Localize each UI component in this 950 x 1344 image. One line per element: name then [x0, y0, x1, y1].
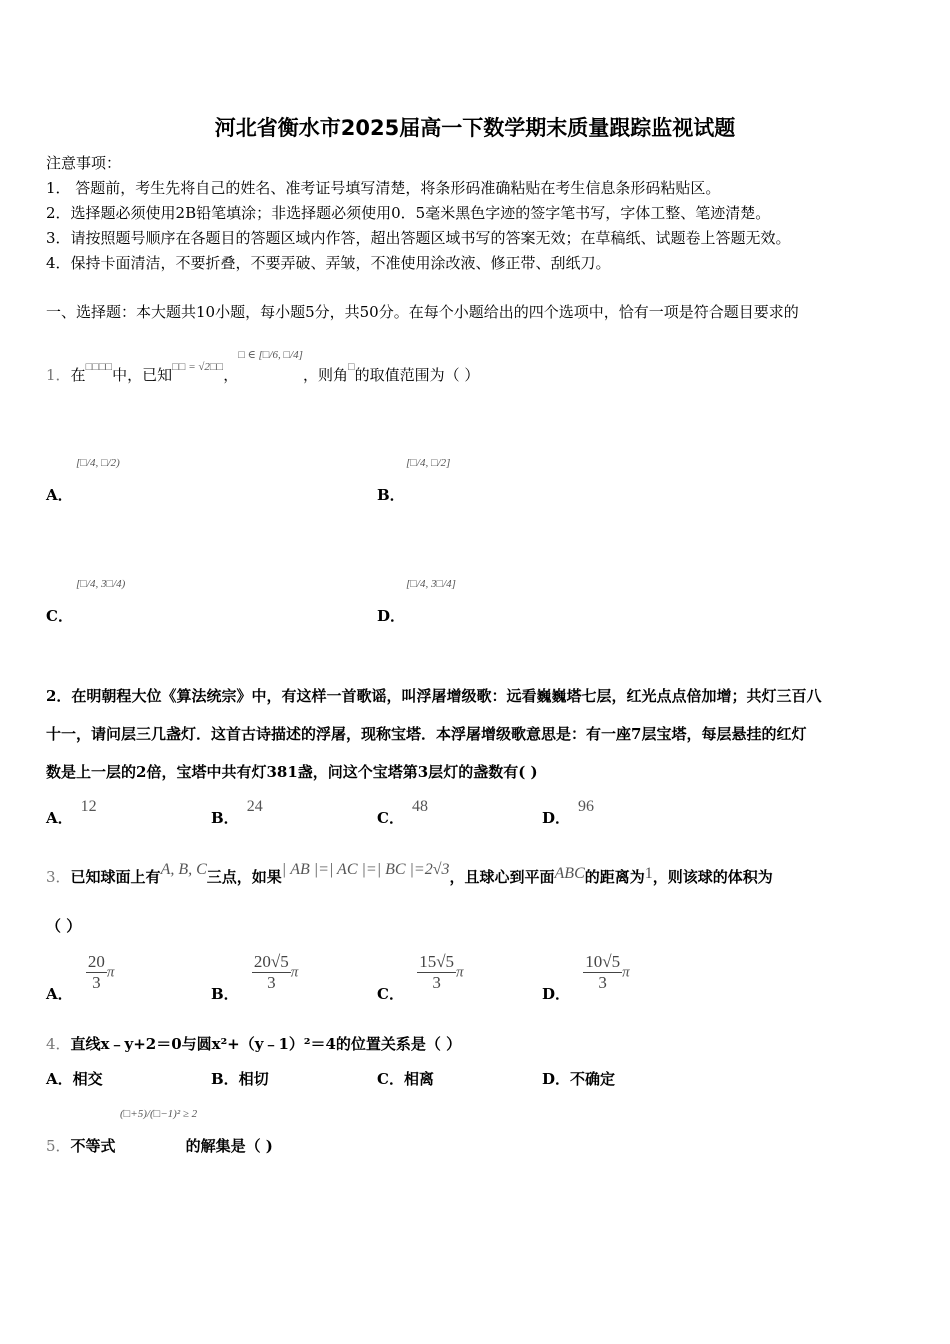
pi-symbol: π: [456, 964, 464, 981]
q5-text: 不等式: [70, 1137, 116, 1155]
q5-text: 的解集是（ ): [185, 1137, 273, 1155]
q3-option-d[interactable]: [542, 952, 630, 1003]
page-title: 河北省衡水市2025届高一下数学期末质量跟踪监视试题: [214, 116, 736, 140]
pi-symbol: π: [290, 964, 299, 981]
question-1: [46, 349, 480, 385]
option-fraction: [252, 952, 291, 993]
notice-item: 3．请按照题号顺序在各题目的答题区域内作答，超出答题区域书写的答案无效；在草稿纸、试题卷上答题无效。: [46, 229, 791, 247]
option-label: C．: [377, 809, 404, 827]
question-5: [46, 1135, 273, 1156]
q1-math: □ ∈ [□/6, □/4]: [238, 349, 303, 361]
q3-math: ABC: [554, 865, 585, 882]
q1-option-math: [□/4, 3□/4): [76, 578, 126, 590]
q1-option-math: [□/4, □/2]: [406, 457, 451, 469]
q3-text: 已知球面上有: [70, 868, 161, 886]
option-value: 24: [246, 798, 263, 815]
option-label: B．: [211, 984, 239, 1003]
option-label: D．: [542, 984, 571, 1003]
question-2-line: 数是上一层的2倍，宝塔中共有灯381盏，问这个宝塔第3层灯的盏数有( ): [46, 763, 538, 781]
fraction-denominator: 3: [267, 973, 276, 992]
section-heading: 一、选择题：本大题共10小题，每小题5分，共50分。在每个小题给出的四个选项中，恰有一项是符合题目要求的: [46, 303, 799, 321]
q4-option-c[interactable]: C．相离: [377, 1070, 434, 1088]
q5-number: 5．: [46, 1137, 71, 1155]
q5-math: (□+5)/(□−1)² ≥ 2: [120, 1108, 198, 1120]
option-label: A．: [46, 984, 73, 1003]
q3-math: A, B, C: [160, 861, 207, 878]
option-label: A．: [46, 809, 73, 827]
q2-option-a[interactable]: [46, 798, 97, 828]
q1-math: □□ = √2□□: [172, 361, 224, 373]
q3-math: | AB |=| AC |=| BC |=2√3: [281, 861, 450, 878]
q4-text: 直线x﹣y+2＝0与圆x²+（y﹣1）²＝4的位置关系是（ ）: [70, 1035, 462, 1053]
fraction-denominator: 3: [432, 973, 441, 992]
option-label: B．: [211, 809, 239, 827]
option-value: 12: [80, 798, 97, 815]
option-fraction: [417, 952, 456, 993]
notice-heading: 注意事项：: [46, 154, 122, 172]
q3-math: 1: [644, 865, 653, 882]
q1-option-math: [□/4, □/2): [76, 457, 120, 469]
option-fraction: [86, 952, 107, 993]
question-2-line: 2．在明朝程大位《算法统宗》中，有这样一首歌谣，叫浮屠增级歌：远看巍巍塔七层，红光点点倍加增；共灯三百八: [46, 687, 822, 705]
pi-symbol: π: [106, 964, 115, 981]
option-value: 96: [578, 798, 595, 815]
q2-option-d[interactable]: [542, 798, 595, 828]
fraction-numerator: 20: [87, 952, 105, 971]
q4-number: 4．: [46, 1035, 71, 1053]
q1-text: ，: [223, 366, 239, 384]
q1-text: 的取值范围为（ ）: [354, 366, 480, 384]
q1-option-label[interactable]: B．: [377, 486, 405, 504]
q1-text: 在: [70, 366, 86, 384]
q1-option-label[interactable]: D．: [377, 607, 406, 625]
option-label: D．: [542, 809, 571, 827]
q1-text: 中，已知: [112, 366, 173, 384]
fraction-denominator: 3: [598, 973, 607, 992]
fraction-numerator: 10√5: [585, 952, 621, 971]
q1-option-label[interactable]: A．: [46, 486, 73, 504]
q4-option-a[interactable]: A．相交: [46, 1070, 103, 1088]
fraction-numerator: 15√5: [419, 952, 455, 971]
q4-option-d[interactable]: D．不确定: [542, 1070, 616, 1088]
notice-item: 2．选择题必须使用2B铅笔填涂；非选择题必须使用0．5毫米黑色字迹的签字笔书写，字体工整、笔迹清楚。: [46, 204, 771, 222]
q2-option-c[interactable]: [377, 798, 428, 828]
option-value: 48: [411, 798, 428, 815]
fraction-denominator: 3: [92, 973, 101, 992]
q1-math: □: [347, 361, 355, 373]
q3-number: 3．: [46, 868, 71, 886]
fraction-numerator: 20√5: [253, 952, 289, 971]
option-label: C．: [377, 984, 404, 1003]
q3-option-a[interactable]: [46, 952, 115, 1003]
pi-symbol: π: [622, 964, 630, 981]
question-4: [46, 1033, 461, 1054]
notice-item: 4．保持卡面清洁，不要折叠，不要弄破、弄皱，不准使用涂改液、修正带、刮纸刀。: [46, 254, 611, 272]
option-fraction: [583, 952, 622, 993]
q3-option-c[interactable]: [377, 952, 464, 1003]
q3-text: 的距离为: [584, 868, 645, 886]
q1-text: ，则角: [302, 366, 348, 384]
question-3: [46, 861, 773, 887]
q3-text: 三点，如果: [206, 868, 282, 886]
q1-number: 1．: [46, 366, 71, 384]
q3-text: ，则该球的体积为: [652, 868, 773, 886]
question-2-line: 十一，请问层三几盏灯．这首古诗描述的浮屠，现称宝塔．本浮屠增级歌意思是：有一座7层宝塔，每层悬挂的红灯: [46, 725, 807, 743]
q3-option-b[interactable]: [211, 952, 299, 1003]
q3-text: ，且球心到平面: [449, 868, 555, 886]
q1-math: □□□□: [85, 361, 113, 373]
q2-option-b[interactable]: [211, 798, 263, 828]
q1-option-label[interactable]: C．: [46, 607, 73, 625]
q3-paren: （ ）: [46, 917, 82, 935]
q1-option-math: [□/4, 3□/4]: [406, 578, 456, 590]
notice-item: 1． 答题前，考生先将自己的姓名、准考证号填写清楚，将条形码准确粘贴在考生信息条形码粘贴区。: [46, 179, 721, 197]
q4-option-b[interactable]: B．相切: [211, 1070, 269, 1088]
